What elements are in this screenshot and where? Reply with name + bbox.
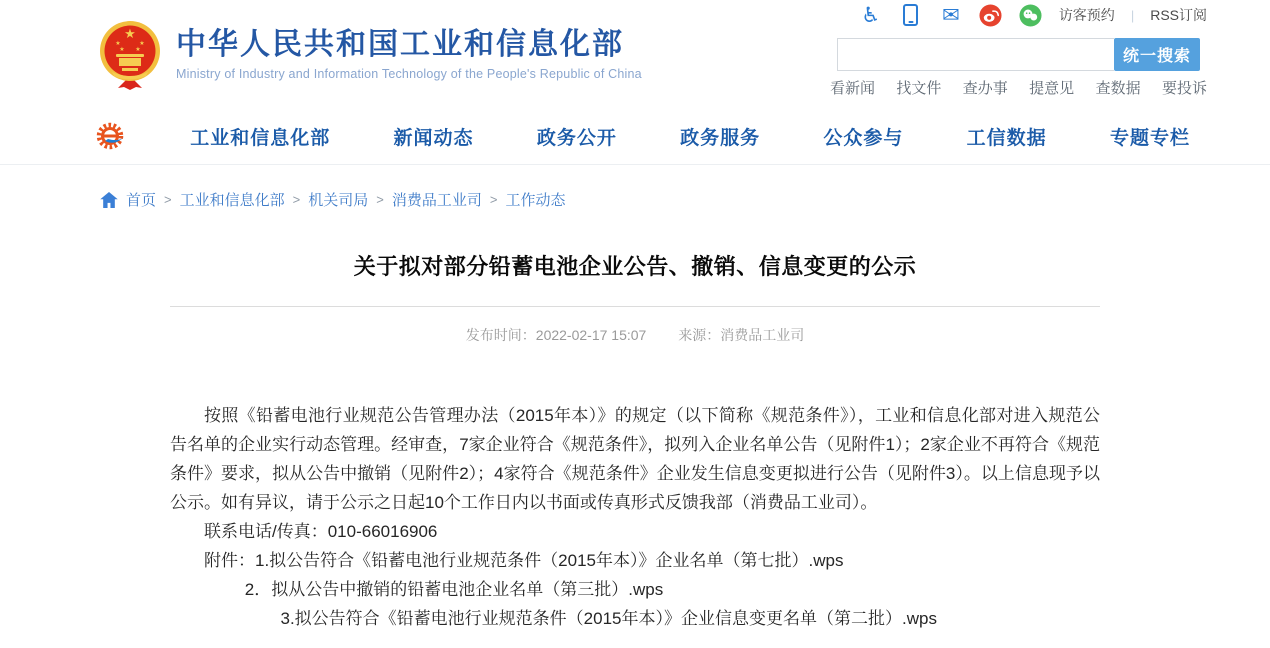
svg-text:★: ★ [115, 41, 121, 47]
quick-link-data[interactable]: 查数据 [1095, 80, 1141, 97]
weibo-icon[interactable] [979, 3, 1003, 27]
site-subtitle: Ministry of Industry and Information Technology of the People's Republic of China [176, 67, 642, 81]
mail-icon[interactable]: ✉ [942, 2, 960, 27]
nav-item-news[interactable]: 新闻动态 [393, 127, 474, 149]
article-paragraph: 按照《铅蓄电池行业规范公告管理办法（2015年本）》的规定（以下简称《规范条件》），工业和信息化部对进入规范公告名单的企业实行动态管理。经审查，7家企业符合《规范条件》，拟列入企业名单公告（见附件1）；2家企业不再符合《规范条件》要求，拟从公告中撤销（见附件2）；4家符合《规范条件》企业发生信息变更拟进行公告（见附件3）。以上信息现予以公示。如有异议，请于公示之日起10个工作日内以书面或传真形式反馈我部（消费品工业司）。 [170, 406, 1100, 512]
site-title: 中华人民共和国工业和信息化部 [176, 28, 624, 61]
nav-item-miit[interactable]: 工业和信息化部 [190, 127, 331, 149]
site-title-block [176, 28, 642, 81]
miit-gear-logo-icon [95, 120, 127, 152]
svg-text:★: ★ [119, 47, 125, 53]
svg-text:★: ★ [124, 26, 136, 41]
quick-link-services[interactable]: 查办事 [962, 80, 1008, 97]
accessibility-icon[interactable]: ♿ [861, 2, 881, 27]
publish-time: 发布时间：2022-02-17 15:07 [465, 327, 647, 343]
breadcrumb-home[interactable]: 首页 [126, 192, 157, 209]
national-emblem-logo [98, 20, 162, 90]
breadcrumb-separator: > [376, 192, 384, 207]
breadcrumb-consumer-goods-dept[interactable]: 消费品工业司 [391, 192, 482, 209]
nav-item-gov-services[interactable]: 政务服务 [680, 127, 761, 149]
search-bar [837, 38, 1200, 71]
nav-item-gov-disclosure[interactable]: 政务公开 [536, 127, 617, 149]
wechat-icon[interactable] [1019, 3, 1043, 27]
quick-link-files[interactable]: 找文件 [896, 80, 942, 97]
quick-link-suggestions[interactable]: 提意见 [1029, 80, 1075, 97]
breadcrumb-separator: > [489, 192, 498, 207]
breadcrumb-work-updates[interactable]: 工作动态 [505, 192, 566, 209]
article-meta [170, 325, 1100, 345]
topbar-separator: | [1130, 7, 1135, 23]
visitor-appointment-link[interactable]: 访客预约 [1058, 7, 1115, 23]
title-divider [170, 306, 1100, 307]
breadcrumb-miit[interactable]: 工业和信息化部 [179, 192, 285, 209]
unified-search-button[interactable]: 统一搜索 [1114, 38, 1200, 71]
rss-link[interactable]: RSS订阅 [1150, 7, 1207, 23]
attachment-line: 2．拟从公告中撤销的铅蓄电池企业名单（第三批）.wps [244, 580, 664, 599]
article-body [170, 401, 1100, 633]
article-source: 来源：消费品工业司 [678, 327, 805, 343]
contact-line: 联系电话/传真：010-66016906 [204, 522, 438, 541]
quick-links [830, 77, 1207, 98]
breadcrumb-separator: > [292, 192, 301, 207]
mobile-icon[interactable] [899, 3, 923, 27]
article [170, 250, 1100, 633]
quick-link-news[interactable]: 看新闻 [830, 80, 876, 97]
nav-item-miit-data[interactable]: 工信数据 [966, 127, 1047, 149]
site-header [0, 0, 1270, 108]
breadcrumb-departments[interactable]: 机关司局 [308, 192, 369, 209]
attachment-line: 3.拟公告符合《铅蓄电池行业规范条件（2015年本）》企业信息变更名单（第二批）.wps [280, 609, 937, 628]
nav-item-public-participation[interactable]: 公众参与 [823, 127, 904, 149]
breadcrumb [100, 189, 1270, 210]
attachment-line: 附件：1.拟公告符合《铅蓄电池行业规范条件（2015年本）》企业名单（第七批）.wps [204, 551, 844, 570]
article-title: 关于拟对部分铅蓄电池企业公告、撤销、信息变更的公示 [353, 254, 917, 279]
svg-text:★: ★ [135, 47, 141, 53]
nav-item-special-topics[interactable]: 专题专栏 [1109, 127, 1190, 149]
search-input[interactable] [837, 38, 1114, 71]
quick-link-complaints[interactable]: 要投诉 [1161, 80, 1207, 97]
topbar [859, 2, 1207, 28]
home-icon[interactable] [100, 192, 118, 208]
main-nav [0, 108, 1270, 165]
breadcrumb-separator: > [164, 192, 172, 207]
svg-text:★: ★ [139, 41, 145, 47]
